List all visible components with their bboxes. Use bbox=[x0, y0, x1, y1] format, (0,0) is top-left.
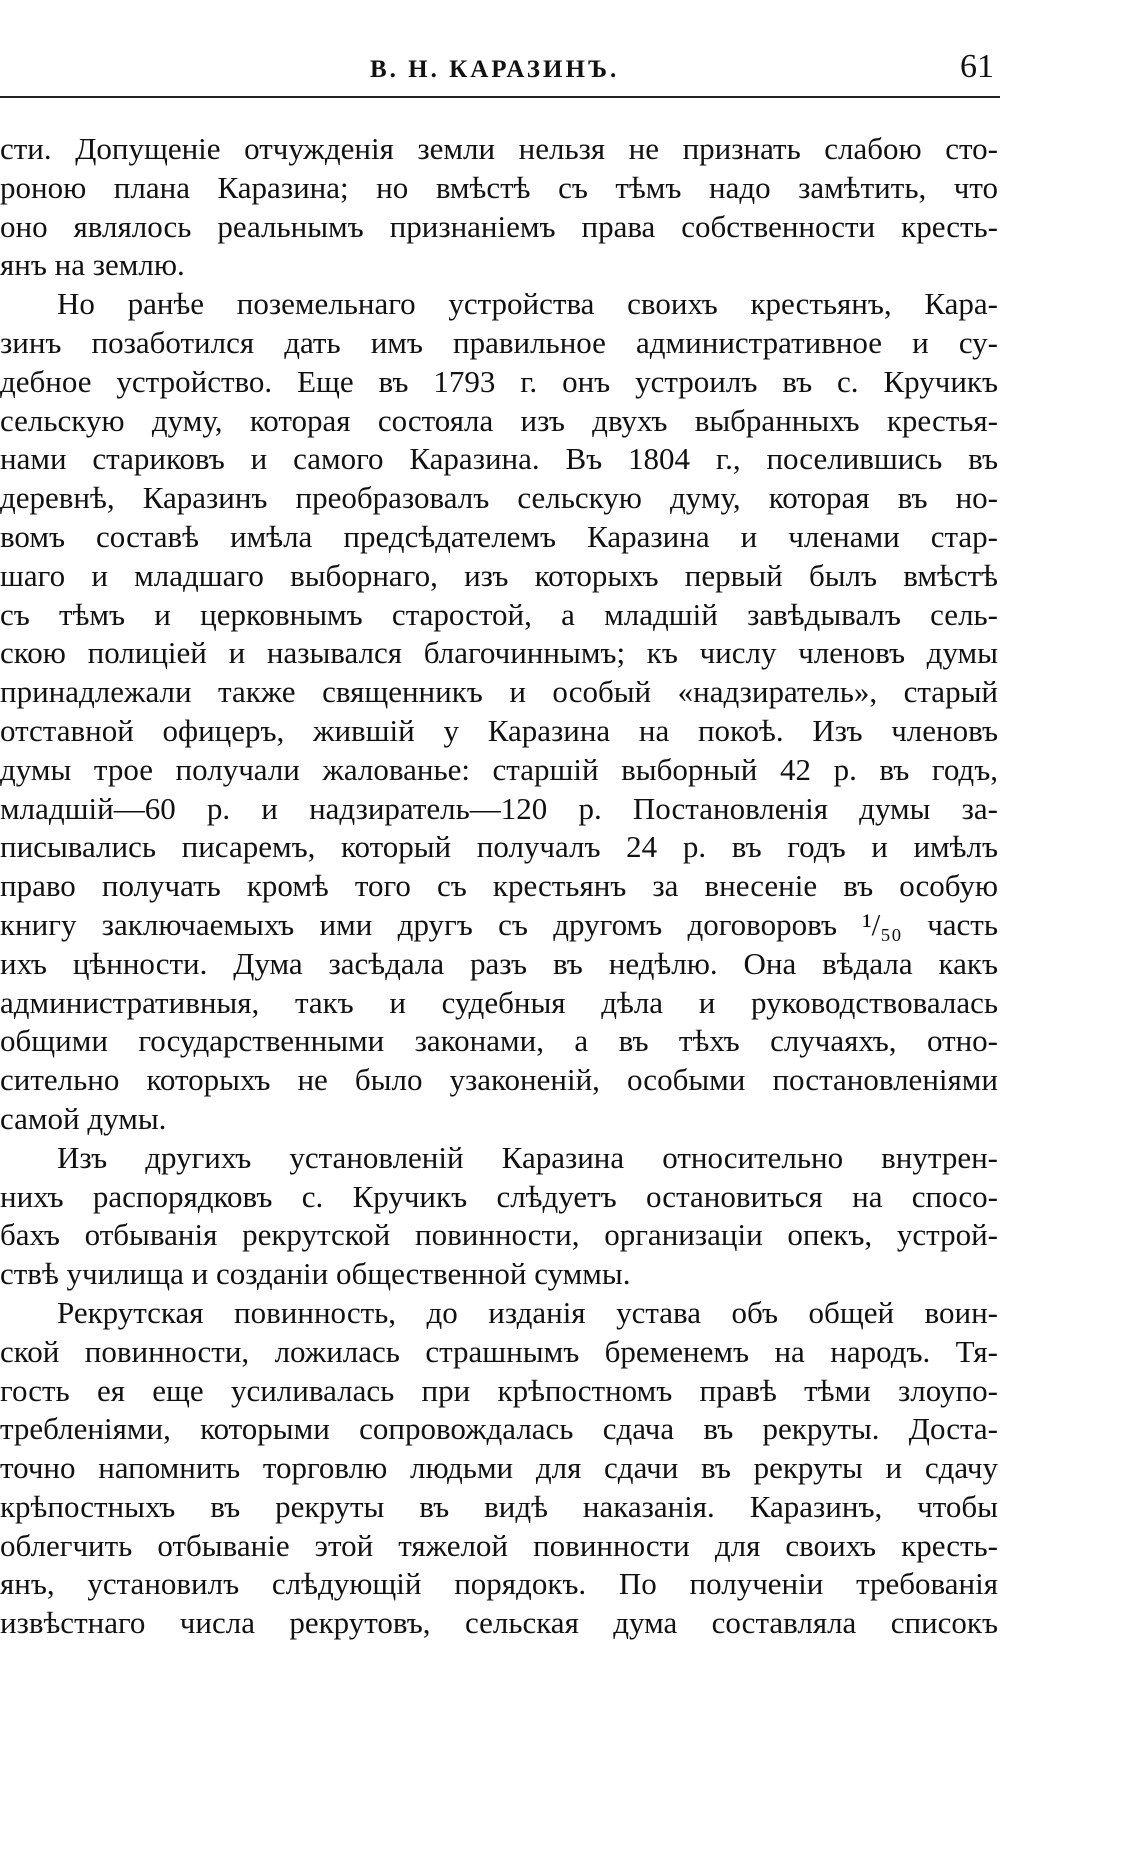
text-line: роною плана Каразина; но вмѣстѣ съ тѣмъ надо замѣтить, что bbox=[0, 169, 998, 205]
page-number: 61 bbox=[960, 48, 994, 85]
text-line: ской повинности, ложилась страшнымъ бременемъ на народъ. Тя- bbox=[0, 1333, 998, 1369]
text-line: бахъ отбыванія рекрутской повинности, организаціи опекъ, устрой- bbox=[0, 1217, 998, 1253]
text-line: принадлежали также священникъ и особый «надзиратель», старый bbox=[0, 674, 998, 710]
text-line: требленіями, которыми сопровождалась сдача въ рекруты. Доста- bbox=[0, 1411, 998, 1447]
body-text bbox=[0, 130, 998, 1643]
text-line: извѣстнаго числа рекрутовъ, сельская дума составляла списокъ bbox=[0, 1605, 998, 1641]
text-line: съ тѣмъ и церковнымъ старостой, а младшій завѣдывалъ сель- bbox=[0, 596, 998, 632]
text-line: право получать кромѣ того съ крестьянъ за внесеніе въ особую bbox=[0, 868, 998, 904]
text-line: янъ на землю. bbox=[0, 247, 185, 283]
text-line: отставной офицеръ, жившій у Каразина на покоѣ. Изъ членовъ bbox=[0, 712, 998, 748]
text-line: писывались писаремъ, который получалъ 24 р. въ годъ и имѣлъ bbox=[0, 829, 998, 865]
text-line: общими государственными законами, а въ тѣхъ случаяхъ, отно- bbox=[0, 1023, 998, 1059]
text-line: янъ, установилъ слѣдующій порядокъ. По полученіи требованія bbox=[0, 1566, 998, 1602]
text-line: младшій—60 р. и надзиратель—120 р. Постановленія думы за- bbox=[0, 790, 998, 826]
text-line: деревнѣ, Каразинъ преобразовалъ сельскую думу, которая въ но- bbox=[0, 480, 998, 516]
text-line: самой думы. bbox=[0, 1100, 167, 1136]
text-line: зинъ позаботился дать имъ правильное административное и су- bbox=[0, 324, 998, 360]
text-line: ихъ цѣнности. Дума засѣдала разъ въ недѣлю. Она вѣдала какъ bbox=[0, 945, 998, 981]
text-line: облегчить отбываніе этой тяжелой повинности для своихъ кресть- bbox=[0, 1527, 998, 1563]
text-line: точно напомнить торговлю людьми для сдачи въ рекруты и сдачу bbox=[0, 1450, 998, 1486]
text-line: гость ея еще усиливалась при крѣпостномъ правѣ тѣми злоупо- bbox=[0, 1372, 998, 1408]
text-line: оно являлось реальнымъ признаніемъ права собственности кресть- bbox=[0, 208, 998, 244]
text-line: сти. Допущеніе отчужденія земли нельзя не признать слабою сто- bbox=[0, 131, 998, 166]
text-line: скою полиціей и назывался благочиннымъ; къ числу членовъ думы bbox=[0, 635, 998, 671]
text-line: шаго и младшаго выборнаго, изъ которыхъ первый былъ вмѣстѣ bbox=[0, 557, 998, 593]
text-line: вомъ составѣ имѣла предсѣдателемъ Каразина и членами стар- bbox=[0, 518, 998, 554]
text-line: нами стариковъ и самого Каразина. Въ 1804 г., поселившись въ bbox=[0, 441, 998, 477]
text-line: сельскую думу, которая состояла изъ двухъ выбранныхъ крестья- bbox=[0, 402, 998, 438]
text-line: сительно которыхъ не было узаконеній, особыми постановленіями bbox=[0, 1062, 998, 1098]
text-line: нихъ распорядковъ с. Кручикъ слѣдуетъ остановиться на спосо- bbox=[0, 1178, 998, 1214]
text-line: думы трое получали жалованье: старшій выборный 42 р. въ годъ, bbox=[0, 751, 998, 787]
text-line: книгу заключаемыхъ ими другъ съ другомъ договоровъ ¹/₅₀ часть bbox=[0, 906, 998, 942]
text-line: дебное устройство. Еще въ 1793 г. онъ устроилъ въ с. Кручикъ bbox=[0, 363, 998, 399]
text-line: Рекрутская повинность, до изданія устава объ общей воин- bbox=[57, 1294, 998, 1330]
text-line: административныя, такъ и судебныя дѣла и руководствовалась bbox=[0, 984, 998, 1020]
text-line: Изъ другихъ установленій Каразина относительно внутрен- bbox=[57, 1139, 998, 1175]
running-header bbox=[0, 50, 1000, 98]
text-line: крѣпостныхъ въ рекруты въ видѣ наказанія. Каразинъ, чтобы bbox=[0, 1488, 998, 1524]
running-title: В. Н. КАРАЗИНЪ. bbox=[370, 56, 620, 83]
text-line: Но ранѣе поземельнаго устройства своихъ крестьянъ, Кара- bbox=[57, 286, 998, 322]
text-line: ствѣ училища и созданіи общественной суммы. bbox=[0, 1256, 631, 1292]
